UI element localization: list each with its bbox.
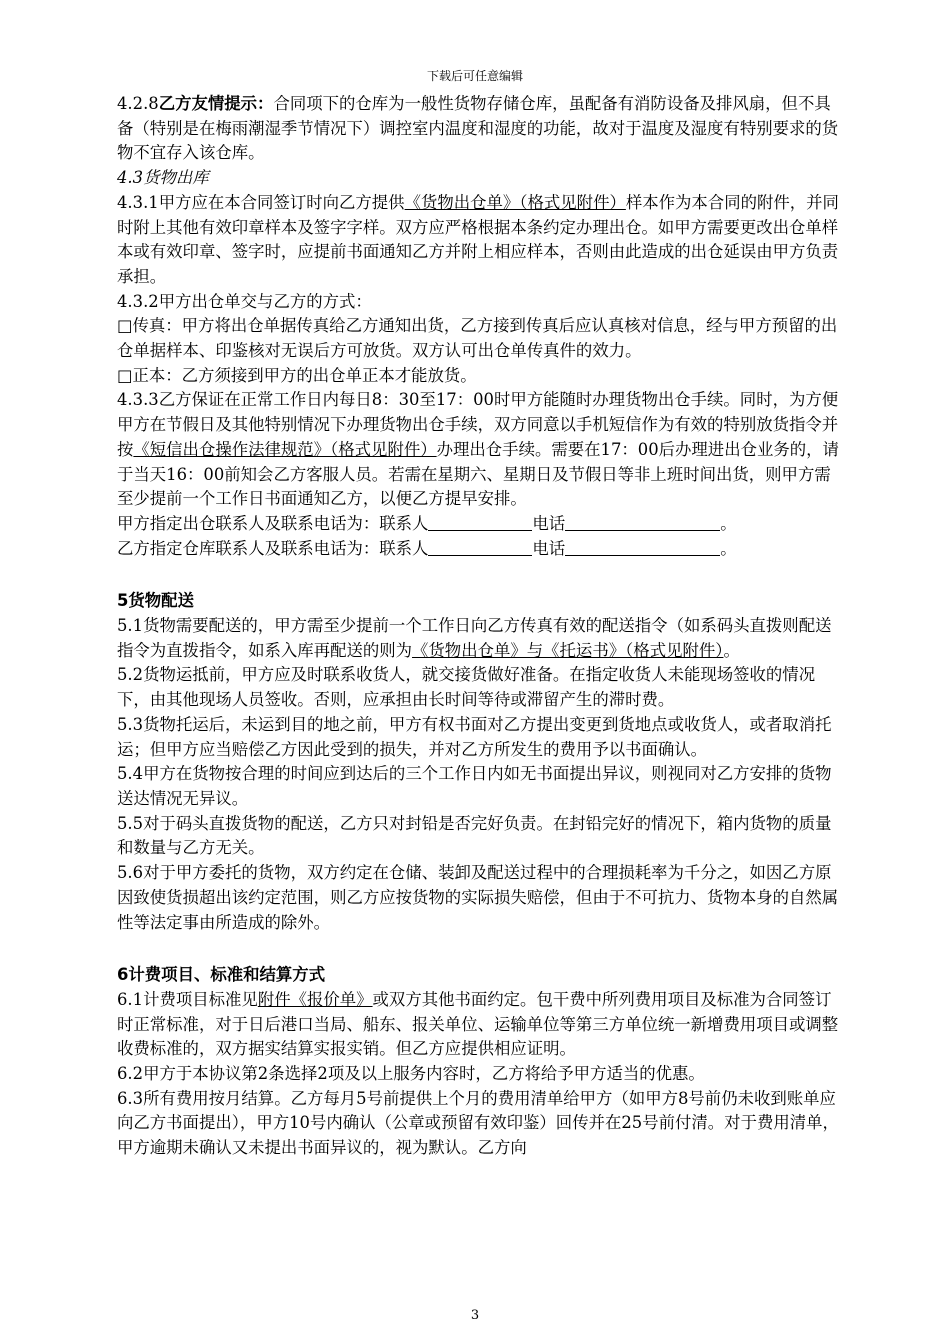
section-title-6: 6计费项目、标准和结算方式 — [117, 965, 326, 985]
contact-label: 甲方指定出仓联系人及联系电话为：联系人 — [117, 513, 429, 533]
contact-person-blank — [428, 514, 532, 531]
clause-5-5: 5.5对于码头直拨货物的配送，乙方只对封铅是否完好负责。在封铅完好的情况下，箱内货物的质量和数量与乙方无关。 — [117, 813, 832, 858]
subsection-title-4-3: 4.3货物出库 — [117, 168, 209, 188]
attachment-reference: 《货物出仓单》与《托运书》（格式见附件） — [412, 640, 724, 660]
line-end: 。 — [720, 513, 737, 533]
clause-6-3: 6.3所有费用按月结算。乙方每月5号前提供上个月的费用清单给甲方（如甲方8号前仍未收到账单应向乙方书面提出），甲方10号内确认（公章或预留有效印鉴）回传并在25号前付清。对于费用清单，甲方逾期未确认又未提出书面异议的，视为默认。乙方向 — [117, 1088, 839, 1158]
clause-text: 4.3.1甲方应在本合同签订时向乙方提供 — [117, 192, 405, 212]
contact-label: 乙方指定仓库联系人及联系电话为：联系人 — [117, 538, 429, 558]
document-body — [117, 92, 845, 1161]
clause-text: 样本作为本合同的附件，并同时附上其他有效印章样本及签字字样。双方应严格根据本条约定办理出仓。如甲方需要更改出仓单样本或有效印章、签字时，应提前书面通知乙方并附上相应样本，否则由此造成的出仓延误由甲方负责承担。 — [117, 192, 839, 286]
clause-5-3: 5.3货物托运后，未运到目的地之前，甲方有权书面对乙方提出变更到货地点或收货人，或者取消托运；但甲方应当赔偿乙方因此受到的损失，并对乙方所发生的费用予以书面确认。 — [117, 714, 832, 759]
clause-4-3-3 — [117, 388, 845, 512]
contact-line-party-b — [117, 537, 845, 562]
clause-4-3-1 — [117, 191, 845, 290]
attachment-reference: 附件《报价单》 — [257, 989, 373, 1009]
clause-5-2: 5.2货物运抵前，甲方应及时联系收货人，就交接货做好准备。在指定收货人未能现场签收的情况下，由其他现场人员签收。否则，应承担由长时间等待或滞留产生的滞时费。 — [117, 665, 816, 710]
clause-4-3-2: 4.3.2甲方出仓单交与乙方的方式： — [117, 291, 372, 311]
clause-text: 6.1计费项目标准见 — [117, 989, 258, 1009]
clause-5-1 — [117, 614, 845, 663]
phone-label: 电话 — [532, 513, 566, 533]
clause-6-1 — [117, 988, 845, 1062]
clause-text: 办理出仓手续。需要在17：00后办理进出仓业务的，请于当天16：00前知会乙方客服人员。若需在星期六、星期日及节假日等非上班时间出货，则甲方需至少提前一个工作日书面通知乙方，以便乙方提早安排。 — [117, 439, 839, 509]
option-fax: □传真：甲方将出仓单据传真给乙方通知出货，乙方接到传真后应认真核对信息，经与甲方预留的出仓单据样本、印鉴核对无误后方可放货。双方认可出仓单传真件的效力。 — [117, 316, 838, 361]
phone-blank — [565, 539, 720, 556]
page-number: 3 — [470, 1308, 480, 1323]
option-original: □正本：乙方须接到甲方的出仓单正本才能放货。 — [117, 365, 477, 385]
clause-text: 4.3.3乙方保证在正常工作日内每日8：30至17：00时甲方能随时办理货物出仓手续。同时，为方便甲方在节假日及其他特别情况下办理货物出仓手续，双方同意以手机短信作为有效的特别放货指令并按 — [117, 390, 839, 459]
phone-label: 电话 — [532, 538, 566, 558]
clause-number: 4.2.8 — [117, 94, 159, 113]
contact-line-party-a — [117, 512, 845, 537]
page-header: 下载后可任意编辑 — [426, 69, 523, 83]
clause-text: 合同项下的仓库为一般性货物存储仓库，虽配备有消防设备及排风扇，但不具备（特别是在梅雨潮湿季节情况下）调控室内温度和湿度的功能，故对于温度及湿度有特别要求的货物不宜存入该仓库。 — [117, 94, 839, 163]
phone-blank — [565, 514, 720, 531]
line-end: 。 — [720, 538, 737, 558]
attachment-reference: 《短信出仓操作法律规范》（格式见附件） — [133, 439, 437, 459]
clause-4-2-8 — [117, 92, 845, 166]
clause-text: 5.1货物需要配送的，甲方需至少提前一个工作日向乙方传真有效的配送指令（如系码头直拨则配送指令为直拨指令，如系入库再配送的则为 — [117, 616, 832, 660]
clause-bold-lead: 乙方友情提示： — [158, 94, 274, 113]
clause-5-4: 5.4甲方在货物按合理的时间应到达后的三个工作日内如无书面提出异议，则视同对乙方安排的货物送达情况无异议。 — [117, 764, 832, 808]
clause-text: 。 — [723, 640, 740, 660]
attachment-reference: 《货物出仓单》（格式见附件） — [404, 192, 626, 212]
clause-5-6: 5.6对于甲方委托的货物，双方约定在仓储、装卸及配送过程中的合理损耗率为千分之，如因乙方原因致使货损超出该约定范围，则乙方应按货物的实际损失赔偿，但由于不可抗力、货物本身的自然属性等法定事由所造成的除外。 — [117, 863, 839, 932]
contact-person-blank — [428, 539, 532, 556]
section-title-5: 5货物配送 — [117, 591, 194, 611]
clause-6-2: 6.2甲方于本协议第2条选择2项及以上服务内容时，乙方将给予甲方适当的优惠。 — [117, 1064, 705, 1084]
clause-text: 或双方其他书面约定。包干费中所列费用项目及标准为合同签订时正常标准，对于日后港口当局、船东、报关单位、运输单位等第三方单位统一新增费用项目或调整收费标准的，双方据实结算实报实销。但乙方应提供相应证明。 — [117, 989, 839, 1059]
